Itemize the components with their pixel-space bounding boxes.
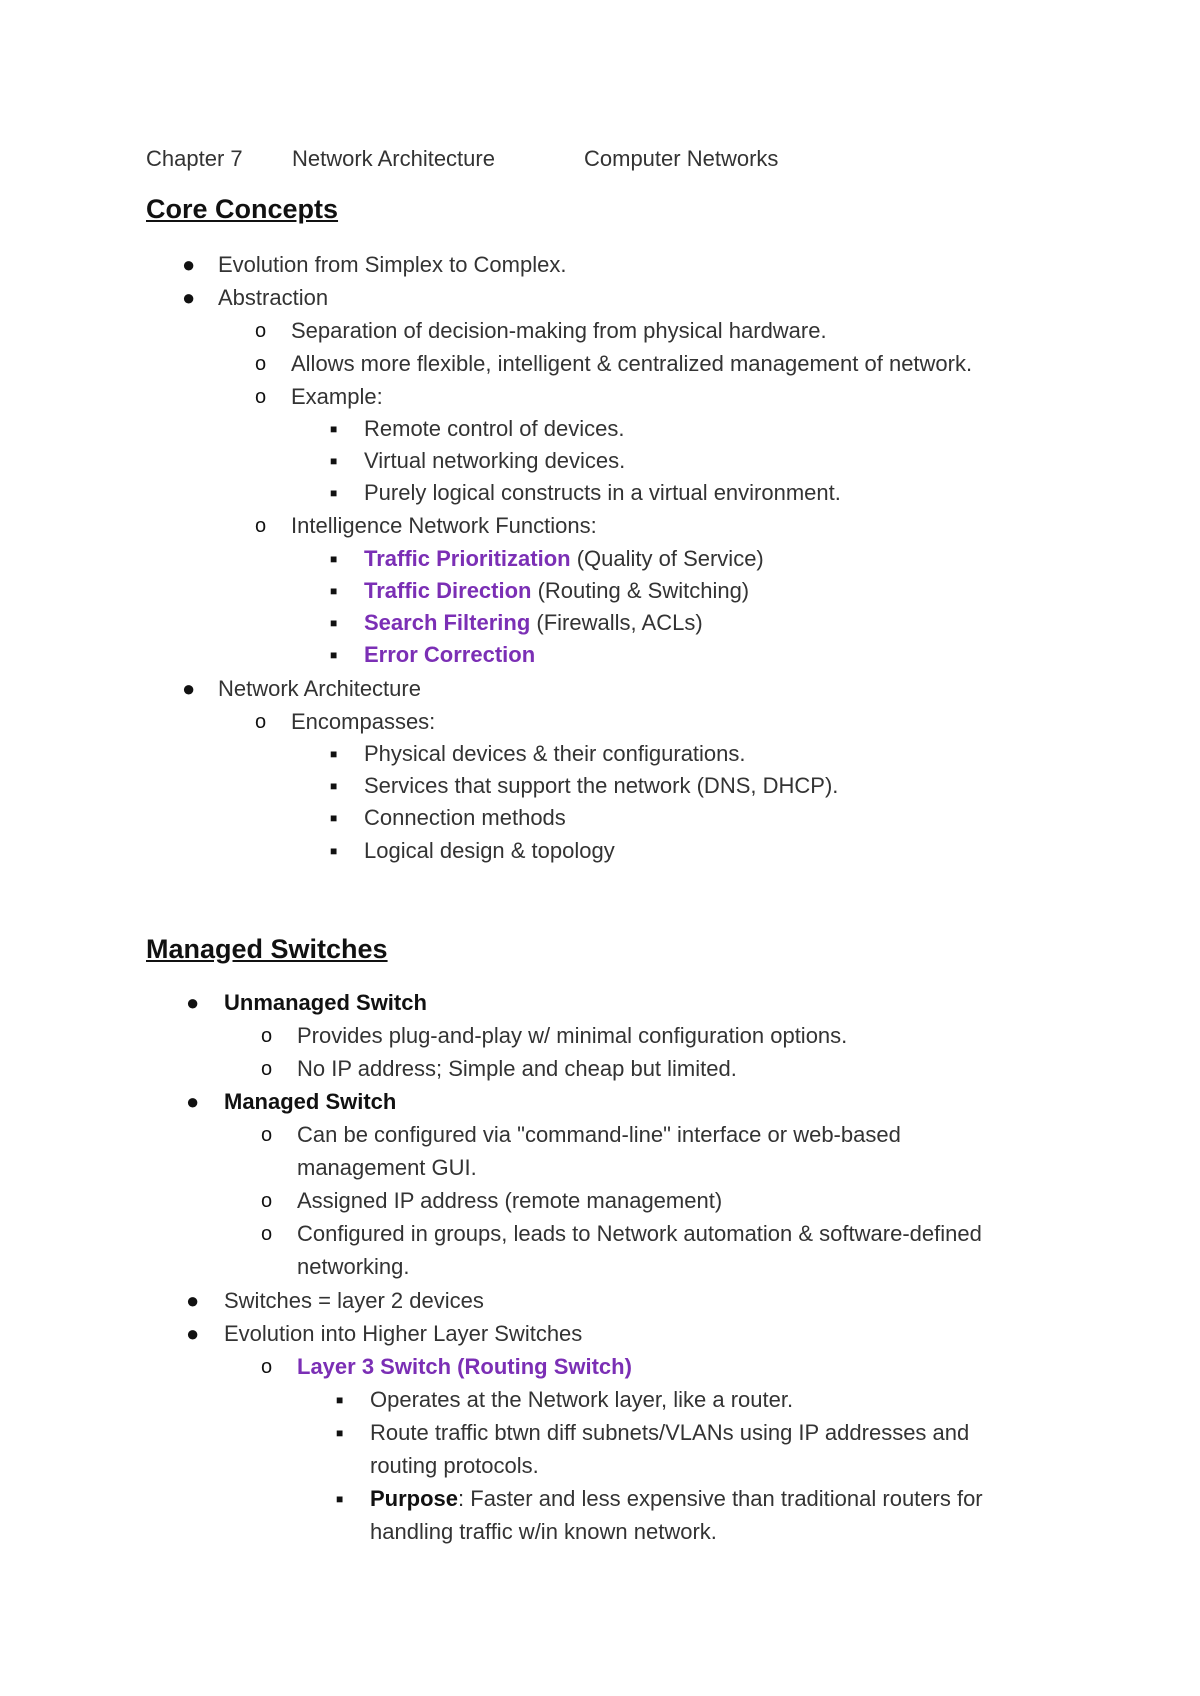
bullet-circle: o xyxy=(261,1356,273,1378)
bullet-circle: o xyxy=(261,1058,273,1080)
abstraction-sub-item: Separation of decision-making from physical hardware. xyxy=(291,318,827,343)
bullet-square: ■ xyxy=(336,1393,344,1407)
chapter-label: Chapter 7 xyxy=(146,146,243,171)
bullet-square: ■ xyxy=(330,779,338,793)
bullet-square: ■ xyxy=(330,648,338,662)
layer3-switch-item: Layer 3 Switch (Routing Switch) xyxy=(297,1354,632,1379)
layer3-detail: Route traffic btwn diff subnets/VLANs using IP addresses and xyxy=(370,1420,970,1445)
purpose-item-continued: handling traffic w/in known network. xyxy=(370,1519,717,1544)
abstraction-sub-item: Intelligence Network Functions: xyxy=(291,513,597,538)
bullet-circle: o xyxy=(261,1124,273,1146)
bullet-circle: o xyxy=(261,1025,273,1047)
unmanaged-switch-item: Unmanaged Switch xyxy=(224,990,427,1015)
bullet-circle: o xyxy=(261,1190,273,1212)
function-term: Search Filtering xyxy=(364,610,531,635)
bullet-circle: o xyxy=(255,515,267,537)
bullet-circle: o xyxy=(261,1223,273,1245)
function-item xyxy=(364,610,703,636)
function-desc: (Routing & Switching) xyxy=(531,578,750,603)
bullet-square: ■ xyxy=(330,422,338,436)
bullet-dot: ● xyxy=(186,990,200,1015)
core-item-evolution: Evolution from Simplex to Complex. xyxy=(218,252,567,277)
purpose-label: Purpose xyxy=(370,1486,459,1511)
example-item: Virtual networking devices. xyxy=(364,448,626,473)
bullet-circle: o xyxy=(255,320,267,342)
core-item-abstraction: Abstraction xyxy=(218,285,329,310)
function-item xyxy=(364,642,535,668)
purpose-text: : Faster and less expensive than traditional routers for xyxy=(458,1486,983,1511)
bullet-square: ■ xyxy=(330,616,338,630)
bullet-dot: ● xyxy=(186,1288,200,1313)
bullet-circle: o xyxy=(255,353,267,375)
layer3-detail-continued: routing protocols. xyxy=(370,1453,539,1478)
network-architecture-sub-item: Encompasses: xyxy=(291,709,436,734)
function-term: Error Correction xyxy=(364,642,536,667)
topic-label: Network Architecture xyxy=(292,146,495,171)
bullet-square: ■ xyxy=(336,1492,344,1506)
encompasses-item: Connection methods xyxy=(364,805,566,830)
managed-sub-item: Assigned IP address (remote management) xyxy=(297,1188,723,1213)
bullet-square: ■ xyxy=(330,844,338,858)
bullet-square: ■ xyxy=(330,747,338,761)
function-desc: (Quality of Service) xyxy=(570,546,764,571)
unmanaged-sub-item: No IP address; Simple and cheap but limited. xyxy=(297,1056,737,1081)
evolution-item: Evolution into Higher Layer Switches xyxy=(224,1321,583,1346)
encompasses-item: Physical devices & their configurations. xyxy=(364,741,746,766)
bullet-dot: ● xyxy=(182,285,196,310)
function-term: Traffic Direction xyxy=(364,578,532,603)
managed-switch-item: Managed Switch xyxy=(224,1089,397,1114)
bullet-dot: ● xyxy=(182,676,196,701)
function-item xyxy=(364,578,749,604)
unmanaged-sub-item: Provides plug-and-play w/ minimal configuration options. xyxy=(297,1023,848,1048)
abstraction-sub-item: Allows more flexible, intelligent & centralized management of network. xyxy=(291,351,973,376)
core-concepts-heading: Core Concepts xyxy=(146,194,339,224)
managed-sub-item-continued: networking. xyxy=(297,1254,410,1279)
bullet-square: ■ xyxy=(330,486,338,500)
abstraction-sub-item: Example: xyxy=(291,384,383,409)
encompasses-item: Logical design & topology xyxy=(364,838,615,863)
course-label: Computer Networks xyxy=(584,146,779,171)
bullet-square: ■ xyxy=(330,811,338,825)
bullet-square: ■ xyxy=(336,1426,344,1440)
example-item: Purely logical constructs in a virtual environment. xyxy=(364,480,841,505)
function-desc: (Firewalls, ACLs) xyxy=(530,610,703,635)
bullet-dot: ● xyxy=(186,1321,200,1346)
managed-switches-heading: Managed Switches xyxy=(146,934,388,964)
bullet-square: ■ xyxy=(330,454,338,468)
example-item: Remote control of devices. xyxy=(364,416,625,441)
bullet-dot: ● xyxy=(186,1089,200,1114)
bullet-square: ■ xyxy=(330,552,338,566)
purpose-item xyxy=(370,1486,983,1512)
core-item-network-architecture: Network Architecture xyxy=(218,676,421,701)
managed-sub-item: Can be configured via "command-line" interface or web-based xyxy=(297,1122,901,1147)
bullet-circle: o xyxy=(255,711,267,733)
encompasses-item: Services that support the network (DNS, DHCP). xyxy=(364,773,839,798)
function-item xyxy=(364,546,764,572)
layer2-item: Switches = layer 2 devices xyxy=(224,1288,484,1313)
bullet-dot: ● xyxy=(182,252,196,277)
bullet-circle: o xyxy=(255,386,267,408)
layer3-detail: Operates at the Network layer, like a router. xyxy=(370,1387,794,1412)
managed-sub-item-continued: management GUI. xyxy=(297,1155,477,1180)
bullet-square: ■ xyxy=(330,584,338,598)
function-term: Traffic Prioritization xyxy=(364,546,571,571)
managed-sub-item: Configured in groups, leads to Network automation & software-defined xyxy=(297,1221,982,1246)
